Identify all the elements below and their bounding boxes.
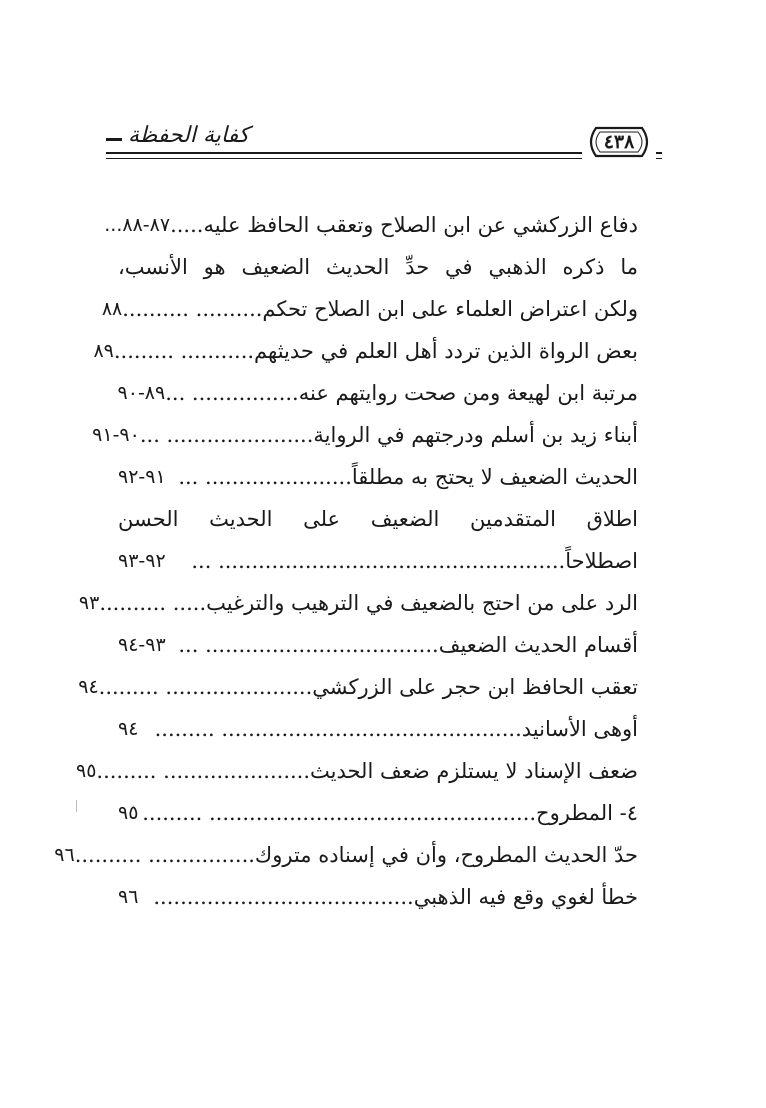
entry-pages: ٩٦ — [118, 886, 139, 908]
entry-title: ٤- المطروح................................................. ......... — [142, 801, 638, 825]
entry-title: دفاع الزركشي عن ابن الصلاح وتعقب الحافظ عليه..... — [170, 213, 638, 237]
entry-title: أقسام الحديث الضعيف................................... ... — [178, 633, 638, 657]
entry-pages: ٩٤ — [118, 718, 139, 740]
toc-entry — [78, 582, 638, 624]
entry-pages: ٩٣ — [78, 592, 100, 614]
toc-entry — [93, 330, 638, 372]
entry-pages: ٩٠-٩١ — [92, 424, 140, 446]
entry-pages: ٩٤ — [78, 676, 99, 698]
toc-entry — [118, 456, 638, 498]
entry-title: بعض الرواة الذين تردد أهل العلم في حديثهم........... ......... — [113, 339, 638, 363]
entry-pages: ...٨٧-٨٨ — [104, 214, 171, 236]
running-header — [106, 118, 662, 164]
entry-title: أبناء زيد بن أسلم ودرجتهم في الرواية...................... ... — [139, 423, 638, 447]
entry-pages: ٩١-٩٢ — [118, 466, 166, 488]
toc-entry — [118, 624, 638, 666]
entry-title: مرتبة ابن لهيعة ومن صحت روايتهم عنه................ ... — [165, 381, 638, 405]
entry-title: حدّ الحديث المطروح، وأن في إسناده متروك................ .......... — [74, 843, 638, 867]
entry-title: الرد على من احتج بالضعيف في الترهيب والترغيب..... .......... — [99, 591, 638, 615]
entry-title: ولكن اعتراض العلماء على ابن الصلاح تحكم.......... .......... — [122, 297, 638, 321]
entry-pages: ٩٥ — [75, 760, 97, 782]
header-dash — [106, 138, 122, 141]
toc-entry — [118, 498, 638, 540]
page-number-badge — [582, 122, 656, 162]
toc-entry — [75, 750, 638, 792]
entry-pages: ٨٩ — [93, 340, 114, 362]
entry-title: اطلاق المتقدمين الضعيف على الحديث الحسن — [118, 507, 638, 531]
toc-entry — [118, 246, 638, 288]
entry-title: ما ذكره الذهبي في حدِّ الحديث الضعيف هو الأنسب، — [118, 255, 638, 279]
toc-entry — [118, 540, 638, 582]
header-rule-thin — [106, 158, 662, 159]
entry-pages: ٨٩-٩٠ — [117, 382, 166, 404]
toc-entry — [118, 372, 638, 414]
toc-entry — [78, 666, 638, 708]
toc-entry — [118, 792, 638, 834]
entry-pages: ٩٥ — [118, 802, 139, 824]
toc-entry — [104, 204, 638, 246]
toc-entry — [54, 834, 638, 876]
entry-title: اصطلاحاً.................................................... ... — [191, 549, 638, 573]
margin-mark — [76, 800, 77, 812]
entry-pages: ٨٨ — [101, 298, 123, 320]
toc-entry — [92, 414, 638, 456]
entry-title: أوهى الأسانيد............................................. ......... — [154, 717, 638, 741]
entry-pages: ٩٣-٩٤ — [118, 634, 166, 656]
entry-title: خطأ لغوي وقع فيه الذهبي....................................... — [153, 885, 638, 909]
entry-title: تعقب الحافظ ابن حجر على الزركشي...................... ......... — [98, 675, 638, 699]
entry-pages: ٩٦ — [54, 844, 75, 866]
toc-entry — [118, 708, 638, 750]
entry-title: ضعف الإسناد لا يستلزم ضعف الحديث...................... ......... — [96, 759, 638, 783]
contents-list — [54, 204, 638, 918]
entry-pages: ٩٢-٩٣ — [118, 550, 166, 572]
toc-entry — [101, 288, 638, 330]
entry-title: الحديث الضعيف لا يحتج به مطلقاً...................... ... — [178, 465, 638, 489]
toc-entry — [118, 876, 638, 918]
header-rule — [106, 152, 662, 154]
page-number: ٤٣٨ — [603, 131, 635, 153]
book-title: كفاية الحفظة — [122, 122, 255, 150]
